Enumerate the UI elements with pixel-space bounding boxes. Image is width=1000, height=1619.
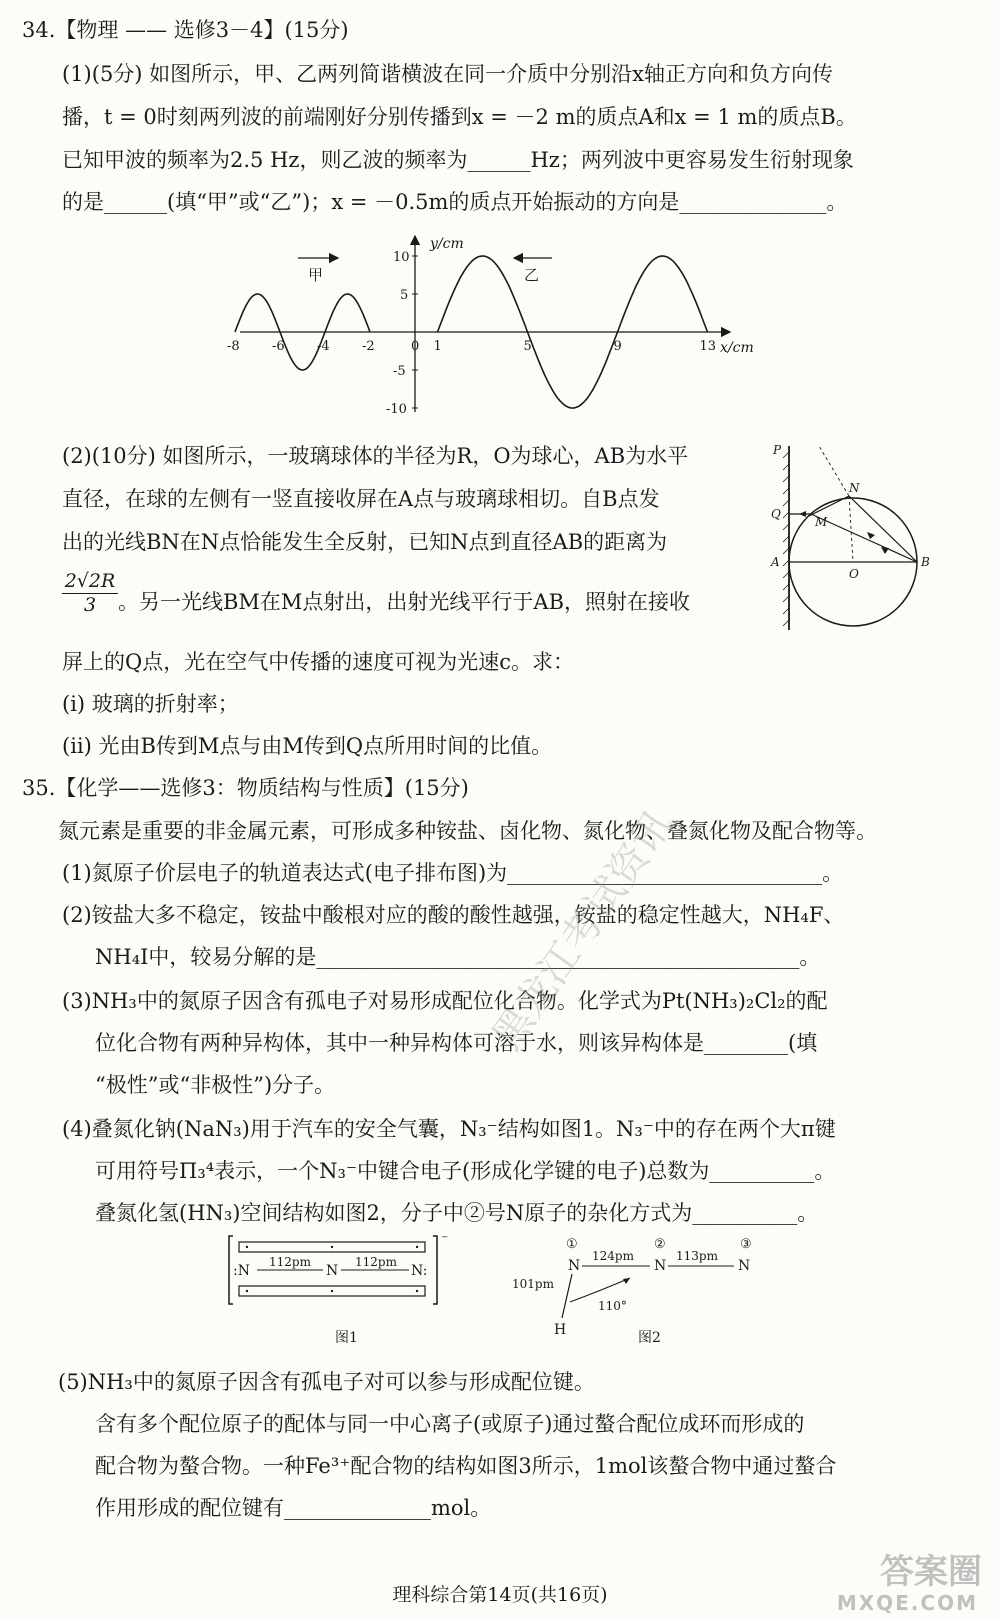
q35-intro: 氮元素是重要的非金属元素，可形成多种铵盐、卤化物、氮化物、叠氮化物及配合物等。 (58, 819, 877, 843)
q34-p2-line-2: 直径，在球的左侧有一竖直接收屏在A点与玻璃球相切。自B点发 (62, 487, 660, 511)
q34-heading: 34.【物理 —— 选修3－4】(15分) (22, 18, 349, 42)
right-bracket (433, 1236, 437, 1304)
fig2-atom-n1: N (568, 1258, 581, 1274)
q35-item-4a: (4)叠氮化钠(NaN₃)用于汽车的安全气囊，N₃⁻结构如图1。N₃⁻中的存在两个大π键 (62, 1117, 836, 1141)
q34-p2-line-4: 。另一光线BM在M点射出，出射光线平行于AB，照射在接收 (118, 590, 691, 614)
q34-sub-i: (ⅰ) 玻璃的折射率； (62, 692, 239, 716)
q35-item-5c: 配合物为螯合物。一种Fe³⁺配合物的结构如图3所示，1mol该螯合物中通过螯合 (95, 1454, 837, 1478)
q35-item-5b: 含有多个配位原子的配体与同一中心离子(或原子)通过螯合配位成环而形成的 (95, 1412, 805, 1436)
label-p: P (773, 443, 782, 457)
q35-item-5a: (5)NH₃中的氮原子因含有孤电子对可以参与形成配位键。 (58, 1370, 595, 1394)
y-tick-label: -10 (386, 402, 407, 417)
sphere-figure (765, 438, 945, 642)
fig2-angle-label: 110° (598, 1299, 627, 1313)
x-tick-label: 13 (699, 339, 717, 354)
q35-item-2b: NH₄I中，较易分解的是______________________________________________。 (95, 945, 821, 969)
y-tick-label: 5 (400, 288, 409, 303)
q35-item-1: (1)氮原子价层电子的轨道表达式(电子排布图)为______________________________。 (62, 861, 844, 885)
q34-p2-line-1: (2)(10分) 如图所示，一玻璃球体的半径为R，O为球心，AB为水平 (62, 444, 689, 468)
x-tick-label: -2 (362, 339, 375, 354)
fig2-atom-n3: N (738, 1258, 751, 1274)
wave-figure (227, 228, 770, 422)
fraction-numerator: 2√2R (62, 570, 118, 594)
brand-logo-text: 答案圈 (880, 1552, 982, 1592)
q35-item-5d: 作用形成的配位键有______________mol。 (95, 1496, 492, 1520)
x-tick-label: -4 (317, 339, 330, 354)
fig2-num-3: ③ (740, 1237, 752, 1252)
q35-item-4b: 可用符号Π₃⁴表示，一个N₃⁻中键合电子(形成化学键的电子)总数为__________。 (95, 1159, 836, 1183)
y-tick-label: 10 (393, 250, 410, 265)
ray-arrow-2 (867, 532, 875, 539)
q35-item-2a: (2)铵盐大多不稳定，铵盐中酸根对应的酸的酸性越强，铵盐的稳定性越大，NH₄F、 (62, 903, 845, 927)
figure-2 (510, 1236, 760, 1356)
fig2-bond-nh (562, 1274, 572, 1318)
ray-arrow-3 (799, 511, 806, 517)
q34-p2-line-5: 屏上的Q点，光在空气中传播的速度可视为光速c。求： (62, 650, 574, 674)
fraction (62, 570, 118, 616)
svg-text:⁻: ⁻ (441, 1232, 449, 1248)
label-m: M (815, 515, 828, 529)
ray-arrow-1 (881, 547, 889, 554)
y-tick-label: -5 (393, 364, 406, 379)
fig1-atom-right: N: (411, 1263, 428, 1279)
fig1-bond-label-1: 112pm (269, 1255, 311, 1269)
fig1-atom-center: N (326, 1263, 339, 1279)
q35-item-3b: 位化合物有两种异构体，其中一种异构体可溶于水，则该异构体是________(填 (95, 1031, 818, 1055)
x-tick-label: 0 (411, 339, 420, 354)
x-tick-label: 9 (613, 339, 622, 354)
wave-jia-label: 甲 (308, 266, 324, 284)
fig1-bond-label-2: 112pm (355, 1255, 397, 1269)
fig2-bond-label-12: 124pm (592, 1249, 634, 1263)
label-o: O (849, 567, 859, 581)
x-tick-label: 1 (433, 339, 442, 354)
q34-p1-line-2: 播，t = 0时刻两列波的前端刚好分别传播到x = －2 m的质点A和x = 1 m的质点B。 (62, 105, 857, 129)
q34-p2-line-3: 出的光线BN在N点恰能发生全反射，已知N点到直径AB的距离为 (62, 530, 668, 554)
wave-yi-label: 乙 (524, 266, 540, 284)
fraction-denominator: 3 (83, 594, 97, 616)
fig2-caption: 图2 (638, 1330, 661, 1346)
q34-sub-ii: (ⅱ) 光由B传到M点与由M传到Q点所用时间的比值。 (62, 734, 553, 758)
q35-item-4c: 叠氮化氢(HN₃)空间结构如图2，分子中②号N原子的杂化方式为__________。 (95, 1201, 819, 1225)
q35-item-3a: (3)NH₃中的氮原子因含有孤电子对易形成配位化合物。化学式为Pt(NH₃)₂Cl₂的配 (62, 989, 828, 1013)
fig2-bond-label-23: 113pm (676, 1249, 718, 1263)
normal-dashed (849, 496, 853, 562)
q34-p1-line-1: (1)(5分) 如图所示，甲、乙两列简谐横波在同一介质中分别沿x轴正方向和负方向传 (62, 62, 834, 86)
label-n: N (849, 481, 860, 495)
fig2-atom-n2: N (654, 1258, 667, 1274)
q34-p1-line-3: 已知甲波的频率为2.5 Hz，则乙波的频率为______Hz；两列波中更容易发生衍射现象 (62, 148, 854, 172)
fig2-bond-label-nh: 101pm (512, 1277, 554, 1291)
fig1-atom-left: :N (233, 1263, 250, 1279)
q35-heading: 35.【化学——选修3：物质结构与性质】(15分) (22, 776, 469, 800)
brand-url: MXQE.COM (836, 1591, 978, 1615)
fig2-atom-h: H (554, 1322, 567, 1338)
label-q: Q (771, 507, 781, 521)
screen-hatching (783, 452, 789, 626)
label-a: A (771, 555, 780, 569)
extension-dashed (819, 446, 849, 496)
q35-item-3c: “极性”或“非极性”)分子。 (95, 1073, 336, 1097)
figure-1 (225, 1232, 465, 1356)
fig1-caption: 图1 (335, 1330, 358, 1346)
page-footer: 理科综合第14页(共16页) (392, 1584, 608, 1606)
x-tick-label: 5 (523, 339, 532, 354)
q34-p1-line-4: 的是______(填“甲”或“乙”)；x = －0.5m的质点开始振动的方向是______________。 (62, 190, 848, 214)
x-tick-label: -6 (272, 339, 285, 354)
reflected-ray (809, 496, 849, 516)
y-axis-label: y/cm (430, 236, 464, 252)
x-axis-label: x/cm (720, 340, 754, 356)
label-b: B (921, 555, 930, 569)
watermark: 黑龙江考试资讯 (483, 802, 683, 1059)
fig2-num-2: ② (654, 1237, 666, 1252)
x-tick-label: -8 (227, 339, 240, 354)
fig2-num-1: ① (566, 1237, 578, 1252)
